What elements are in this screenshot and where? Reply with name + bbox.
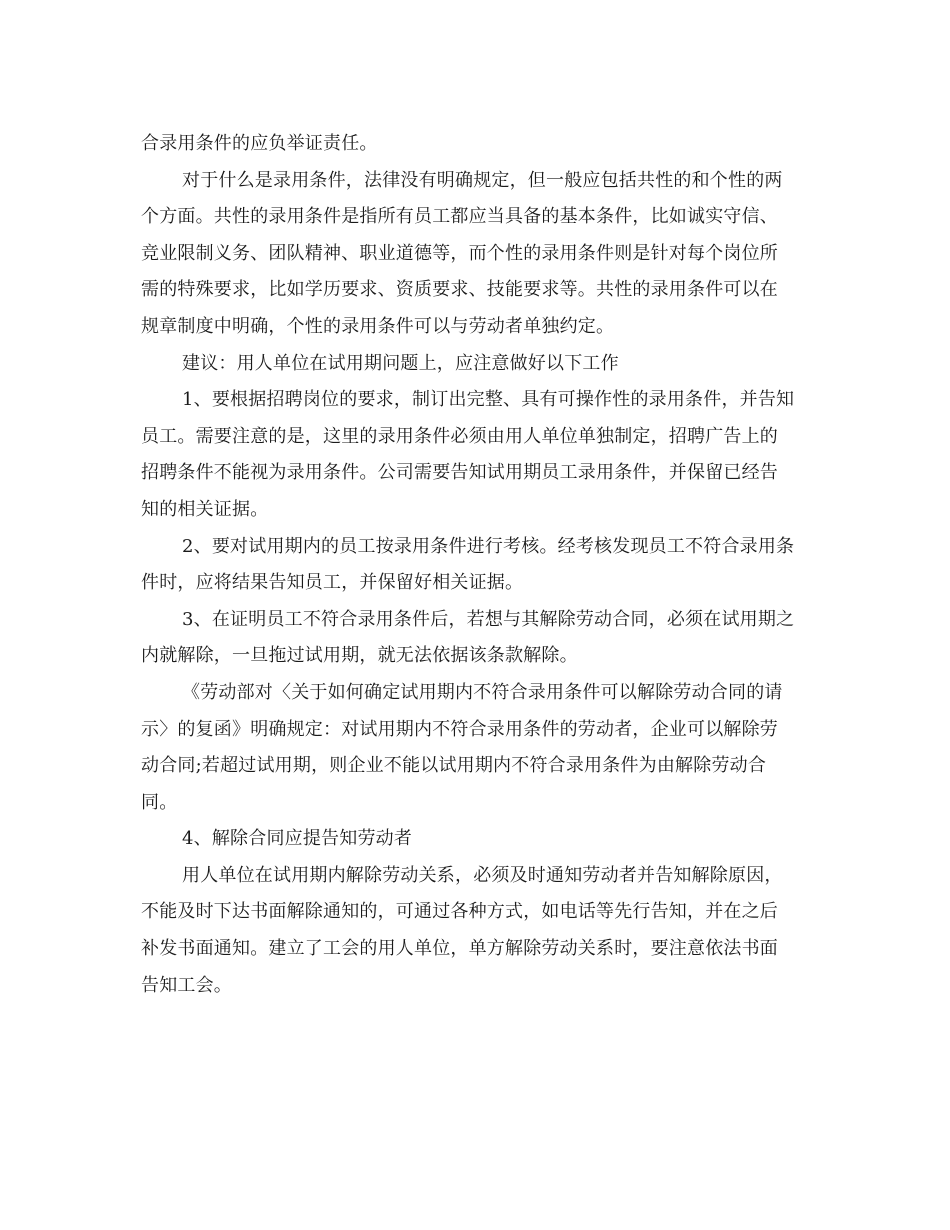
text-line: 对于什么是录用条件，法律没有明确规定，但一般应包括共性的和个性的两	[182, 169, 783, 191]
text-line: 内就解除，一旦拖过试用期，就无法依据该条款解除。	[141, 645, 578, 667]
text-line: 告知工会。	[141, 974, 232, 996]
text-line: 合录用条件的应负举证责任。	[141, 133, 378, 154]
text-line: 知的相关证据。	[141, 498, 269, 520]
text-line: 规章制度中明确，个性的录用条件可以与劳动者单独约定。	[141, 315, 615, 337]
text-line: 示〉的复函》明确规定：对试用期内不符合录用条件的劳动者，企业可以解除劳	[141, 718, 778, 740]
text-line: 1、要根据招聘岗位的要求，制订出完整、具有可操作性的录用条件，并告知	[182, 389, 795, 411]
text-line: 件时，应将结果告知员工，并保留好相关证据。	[141, 572, 524, 594]
text-line: 用人单位在试用期内解除劳动关系，必须及时通知劳动者并告知解除原因，	[182, 864, 783, 886]
text-line: 3、在证明员工不符合录用条件后，若想与其解除劳动合同，必须在试用期之	[182, 608, 795, 630]
text-line: 需的特殊要求，比如学历要求、资质要求、技能要求等。共性的录用条件可以在	[141, 279, 778, 301]
text-line: 《劳动部对〈关于如何确定试用期内不符合录用条件可以解除劳动合同的请	[182, 681, 783, 703]
text-line: 招聘条件不能视为录用条件。公司需要告知试用期员工录用条件，并保留已经告	[141, 462, 778, 484]
text-line: 4、解除合同应提告知劳动者	[182, 828, 413, 850]
text-line: 2、要对试用期内的员工按录用条件进行考核。经考核发现员工不符合录用条	[182, 535, 795, 557]
document-body	[141, 126, 811, 1004]
text-line: 动合同;若超过试用期，则企业不能以试用期内不符合录用条件为由解除劳动合	[141, 755, 767, 777]
text-line: 个方面。共性的录用条件是指所有员工都应当具备的基本条件，比如诚实守信、	[141, 206, 778, 228]
text-line: 补发书面通知。建立了工会的用人单位，单方解除劳动关系时，要注意依法书面	[141, 938, 778, 960]
text-line: 不能及时下达书面解除通知的，可通过各种方式，如电话等先行告知，并在之后	[141, 901, 778, 923]
text-line: 建议：用人单位在试用期问题上，应注意做好以下工作	[182, 352, 619, 374]
text-line: 同。	[141, 791, 178, 813]
text-line: 员工。需要注意的是，这里的录用条件必须由用人单位单独制定，招聘广告上的	[141, 425, 778, 447]
text-line: 竞业限制义务、团队精神、职业道德等，而个性的录用条件则是针对每个岗位所	[141, 242, 778, 264]
